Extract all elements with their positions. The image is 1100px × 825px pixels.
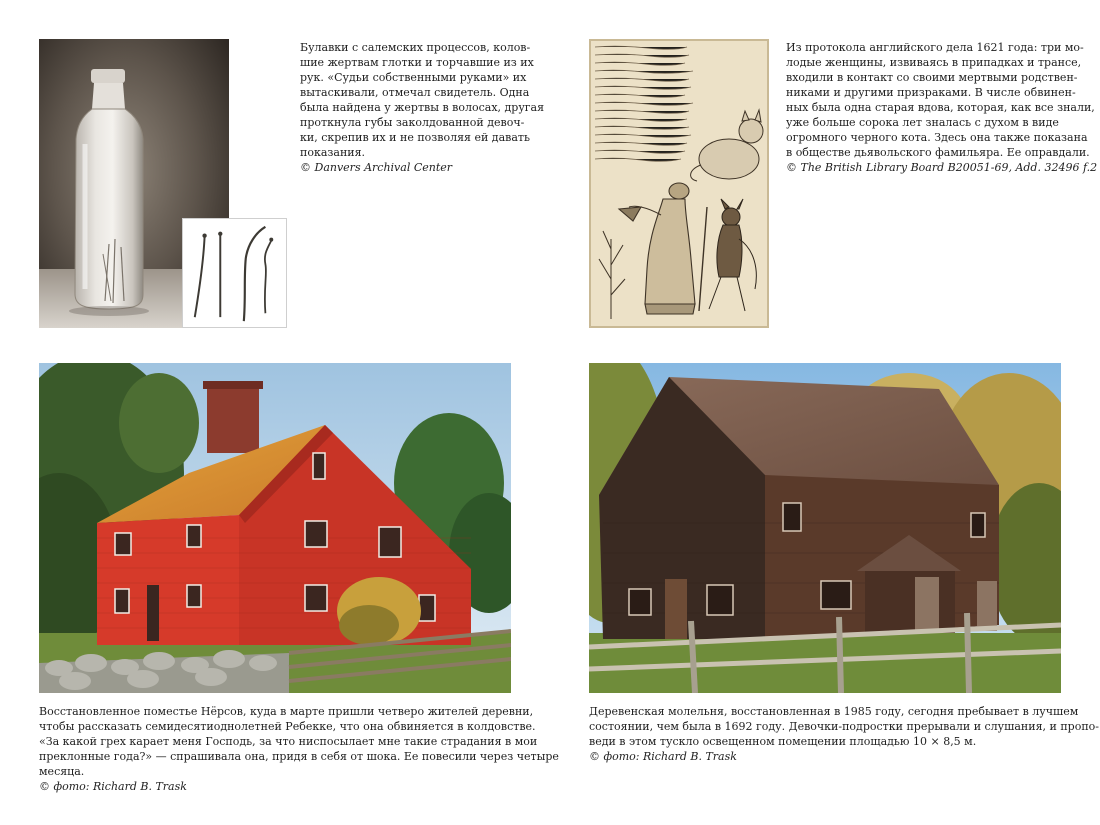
manuscript-illustration xyxy=(589,39,769,328)
photo-credit: © The British Library Board B20051-69, Add. 32496 f.2 xyxy=(786,161,1098,174)
caption-line: Восстановленное поместье Нёрсов, куда в марте пришли четверо жителей деревни, xyxy=(39,705,534,718)
caption-line: огромного черного кота. Здесь она также показана xyxy=(786,131,1088,144)
caption-meetinghouse xyxy=(589,704,1100,764)
photo-credit: © Danvers Archival Center xyxy=(300,161,453,174)
caption-witch xyxy=(786,40,1098,175)
caption-line: уже больше сорока лет зналась с духом в виде xyxy=(786,116,1059,129)
caption-line: входили в контакт со своими мертвыми родствен- xyxy=(786,71,1078,84)
caption-line: шие жертвам глотки и торчавшие из их xyxy=(300,56,534,69)
caption-line: никами и другими призраками. В числе обвинен- xyxy=(786,86,1076,99)
caption-line: проткнула губы заколдованной девоч- xyxy=(300,116,525,129)
caption-line: «За какой грех карает меня Господь, за что ниспосылает мне такие страдания в мои xyxy=(39,735,538,748)
caption-line: веди в этом тускло освещенном помещении площадью 10 × 8,5 м. xyxy=(589,735,977,748)
caption-line: вытаскивали, отмечал свидетель. Одна xyxy=(300,86,530,99)
caption-line: месяца. xyxy=(39,765,85,778)
caption-line: состоянии, чем была в 1692 году. Девочки-подростки прерывали и слушания, и пропо- xyxy=(589,720,1100,733)
red-house-photo xyxy=(39,363,511,693)
caption-line: преклонные года?» — спрашивала она, придя в себя от шока. Ее повесили через четыре xyxy=(39,750,559,763)
caption-line: ных была одна старая вдова, которая, как все знали, xyxy=(786,101,1095,114)
pins-inset-photo xyxy=(182,218,287,328)
meetinghouse-photo xyxy=(589,363,1061,693)
photo-credit: © фото: Richard B. Trask xyxy=(589,750,737,763)
caption-line: рук. «Судьи собственными руками» их xyxy=(300,71,527,84)
caption-line: Из протокола английского дела 1621 года: три мо- xyxy=(786,41,1084,54)
caption-line: в обществе дьявольского фамильяра. Ее оправдали. xyxy=(786,146,1090,159)
caption-line: Булавки с салемских процессов, колов- xyxy=(300,41,531,54)
caption-line: ки, скрепив их и не позволяя ей давать xyxy=(300,131,530,144)
caption-line: была найдена у жертвы в волосах, другая xyxy=(300,101,545,114)
caption-pins xyxy=(300,40,545,175)
photo-credit: © фото: Richard B. Trask xyxy=(39,780,187,793)
caption-line: лодые женщины, извиваясь в припадках и трансе, xyxy=(786,56,1082,69)
caption-line: чтобы рассказать семидесятиоднолетней Ребекке, что она обвиняется в колдовстве. xyxy=(39,720,536,733)
caption-line: показания. xyxy=(300,146,366,159)
caption-red-house xyxy=(39,704,559,794)
caption-line: Деревенская молельня, восстановленная в 1985 году, сегодня пребывает в лучшем xyxy=(589,705,1079,718)
